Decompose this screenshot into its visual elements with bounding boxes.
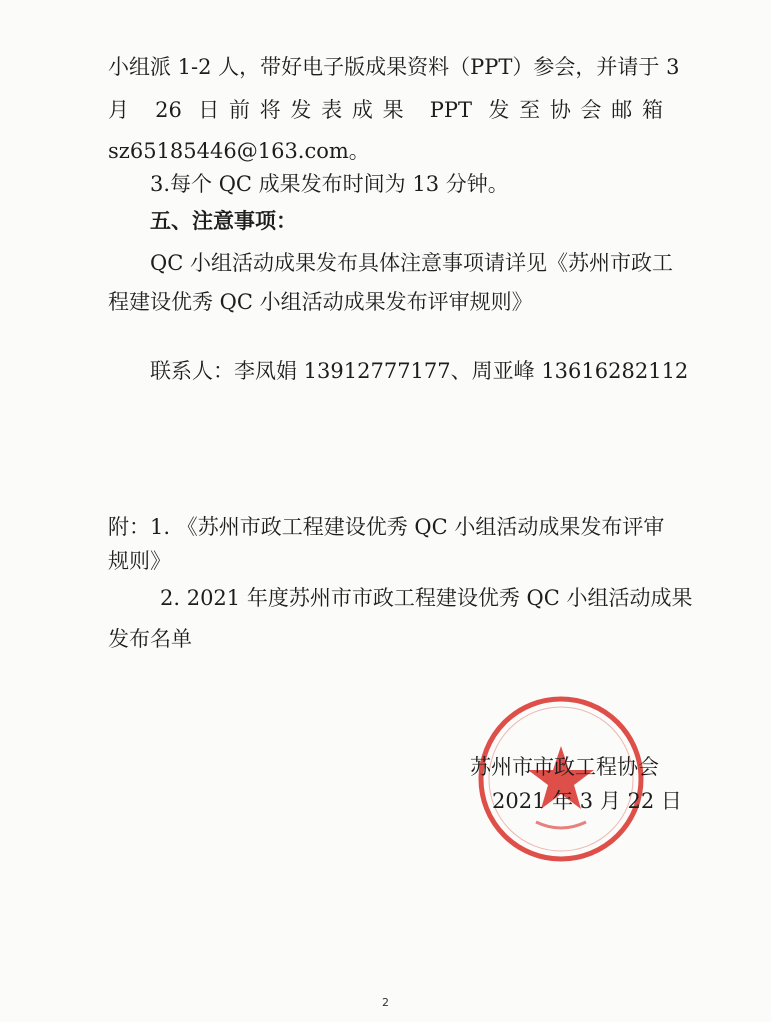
body-line-1: 小组派 1-2 人，带好电子版成果资料（PPT）参会，并请于 3 <box>108 55 680 79</box>
issuer-name: 苏州市市政工程协会 <box>470 755 659 779</box>
issue-date: 2021 年 3 月 22 日 <box>492 789 682 813</box>
notes-line-1: QC 小组活动成果发布具体注意事项请详见《苏州市政工 <box>150 251 673 275</box>
item-3-line: 3.每个 QC 成果发布时间为 13 分钟。 <box>150 172 509 196</box>
notes-line-2: 程建设优秀 QC 小组活动成果发布评审规则》 <box>108 290 533 314</box>
attachment-2-line-2: 发布名单 <box>108 627 192 651</box>
page-number: 2 <box>382 996 389 1009</box>
attachment-2-line-1: 2. 2021 年度苏州市市政工程建设优秀 QC 小组活动成果 <box>160 586 693 610</box>
body-line-2: 月 26 日前将发表成果 PPT 发至协会邮箱 <box>108 98 663 122</box>
email-line: sz65185446@163.com。 <box>108 139 370 163</box>
section-heading: 五、注意事项： <box>150 209 297 233</box>
attachment-1-line-1: 附：1. 《苏州市政工程建设优秀 QC 小组活动成果发布评审 <box>108 515 665 539</box>
attachment-1-line-2: 规则》 <box>108 549 171 573</box>
contact-line: 联系人：李凤娟 13912777177、周亚峰 13616282112 <box>150 359 689 383</box>
